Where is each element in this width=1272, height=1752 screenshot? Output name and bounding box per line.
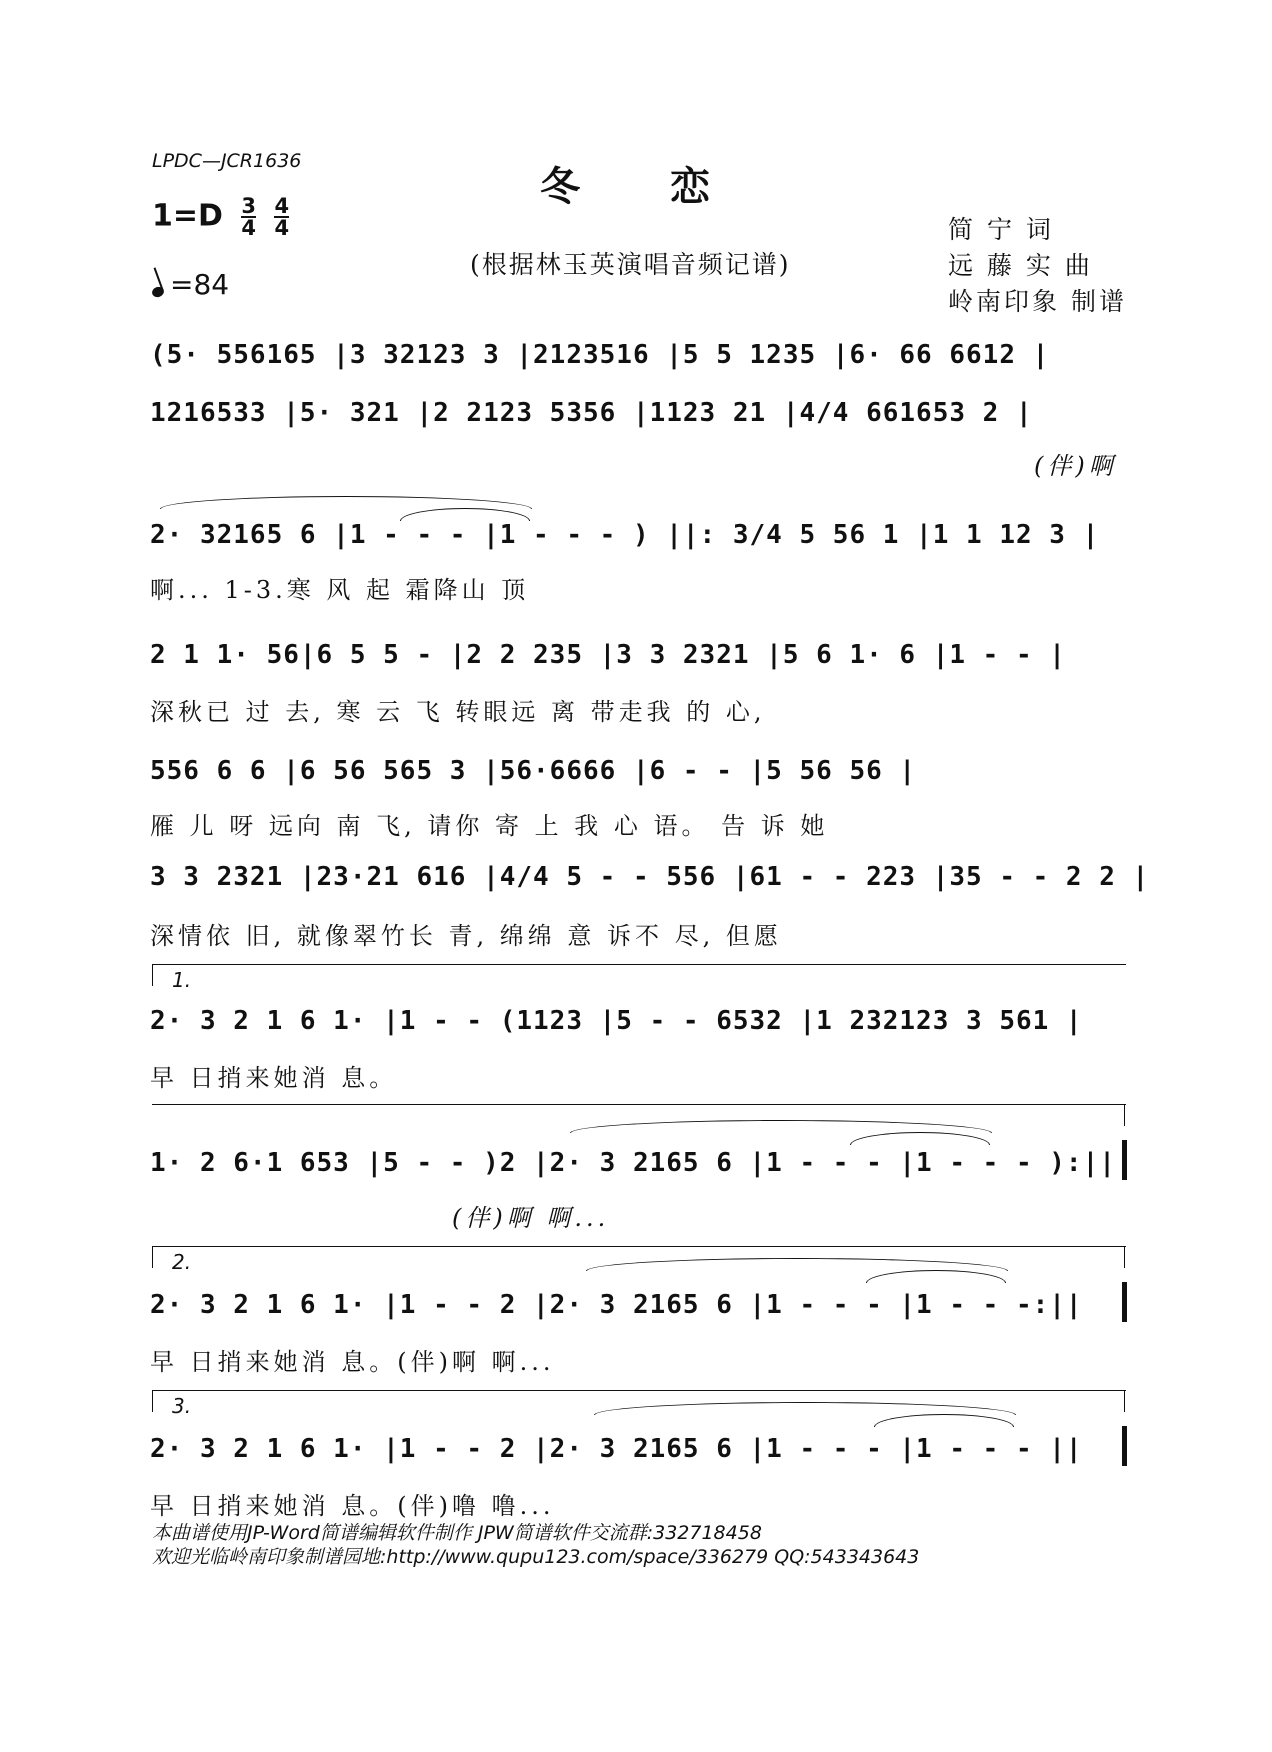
score-row-6-lyrics: 深情依 旧, 就像翠竹长 青, 绵绵 意 诉不 尽, 但愿 (150, 922, 782, 950)
score-row-6-notes: 3 3 2321 |23·21 616 |4/4 5 - - 556 |61 - - 223 |35 - - 2 2 | (150, 862, 1150, 892)
time-signature-3-4: $\frac{3}{4}$ (241, 194, 256, 240)
subtitle: (根据林玉英演唱音频记谱) (470, 250, 791, 279)
volta-1-end-line (152, 1104, 1126, 1105)
final-bar (1122, 1426, 1127, 1466)
repeat-end-bar (1122, 1282, 1127, 1322)
repeat-end-bar (1122, 1140, 1127, 1180)
score-row-4-lyrics: 深秋已 过 去, 寒 云 飞 转眼远 离 带走我 的 心, (150, 698, 766, 726)
footer-line-1: 本曲谱使用JP-Word简谱编辑软件制作 JPW简谱软件交流群:332718458 (152, 1522, 762, 1544)
slur (586, 1258, 1008, 1271)
slur (594, 1402, 1016, 1415)
volta-1-bracket (152, 964, 1126, 965)
page-title: 冬恋 (540, 163, 800, 210)
volta-2-end-tick (1124, 1246, 1125, 1268)
slur (570, 1120, 992, 1133)
footer-line-2: 欢迎光临岭南印象制谱园地:http://www.qupu123.com/space/336279 QQ:543343643 (152, 1546, 920, 1568)
volta-3-label: 3. (172, 1394, 192, 1418)
volta-3-end-tick (1124, 1390, 1125, 1412)
score-row-9-notes: 2· 3 2 1 6 1· |1 - - 2 |2· 3 2165 6 |1 - - - |1 - - -:|| (150, 1290, 1083, 1320)
score-row-4-notes: 2 1 1· 56|6 5 5 - |2 2 235 |3 3 2321 |5 6 1· 6 |1 - - | (150, 640, 1066, 670)
volta-3-bracket (152, 1390, 1126, 1391)
score-row-10-notes: 2· 3 2 1 6 1· |1 - - 2 |2· 3 2165 6 |1 - - - |1 - - - || (150, 1434, 1083, 1464)
volta-1-label: 1. (172, 968, 192, 992)
volta-1-end-tick (1124, 1104, 1125, 1126)
volta-1-tick (152, 964, 153, 986)
tempo-marking: =84 (152, 268, 229, 301)
time-signature-4-4: $\frac{4}{4}$ (274, 194, 290, 240)
volta-2-bracket (152, 1246, 1126, 1247)
slur (160, 496, 532, 509)
quarter-note-icon (151, 285, 166, 299)
score-row-9-lyrics: 早 日捎来她消 息。(伴)啊 啊... (150, 1348, 555, 1376)
volta-2-label: 2. (172, 1250, 192, 1274)
credit-composer: 远 藤 实 曲 (948, 251, 1093, 280)
score-row-8-lyrics: (伴)啊 啊... (452, 1204, 610, 1232)
score-row-8-notes: 1· 2 6·1 653 |5 - - )2 |2· 3 2165 6 |1 - - - |1 - - - ):|| (150, 1148, 1116, 1178)
slur (866, 1270, 1006, 1283)
score-row-2-notes: 1216533 |5· 321 |2 2123 5356 |1123 21 |4/4 661653 2 | (150, 398, 1033, 428)
score-row-3-notes: 2· 32165 6 |1 - - - |1 - - - ) ||: 3/4 5 56 1 |1 1 12 3 | (150, 520, 1100, 550)
score-row-3-lyrics: 啊... 1-3.寒 风 起 霜降山 顶 (150, 576, 530, 604)
score-row-5-notes: 556 6 6 |6 56 565 3 |56·6666 |6 - - |5 56 56 | (150, 756, 917, 786)
score-row-10-lyrics: 早 日捎来她消 息。(伴)噜 噜... (150, 1492, 555, 1520)
score-code: LPDC—JCR1636 (152, 150, 302, 172)
score-row-5-lyrics: 雁 儿 呀 远向 南 飞, 请你 寄 上 我 心 语。 告 诉 她 (150, 812, 829, 840)
credit-transcriber: 岭南印象 制谱 (948, 287, 1127, 316)
slur (874, 1414, 1014, 1427)
volta-2-tick (152, 1246, 153, 1268)
key-signature (152, 196, 289, 238)
key-label: 1=D (152, 198, 223, 234)
credit-lyricist: 简 宁 词 (948, 215, 1054, 244)
score-row-2-lyrics: (伴)啊 (1034, 452, 1117, 480)
score-row-1-notes: (5· 556165 |3 32123 3 |2123516 |5 5 1235 |6· 66 6612 | (150, 340, 1050, 370)
slur (850, 1132, 990, 1145)
volta-3-tick (152, 1390, 153, 1412)
score-row-7-lyrics: 早 日捎来她消 息。 (150, 1064, 398, 1092)
score-row-7-notes: 2· 3 2 1 6 1· |1 - - (1123 |5 - - 6532 |1 232123 3 561 | (150, 1006, 1083, 1036)
